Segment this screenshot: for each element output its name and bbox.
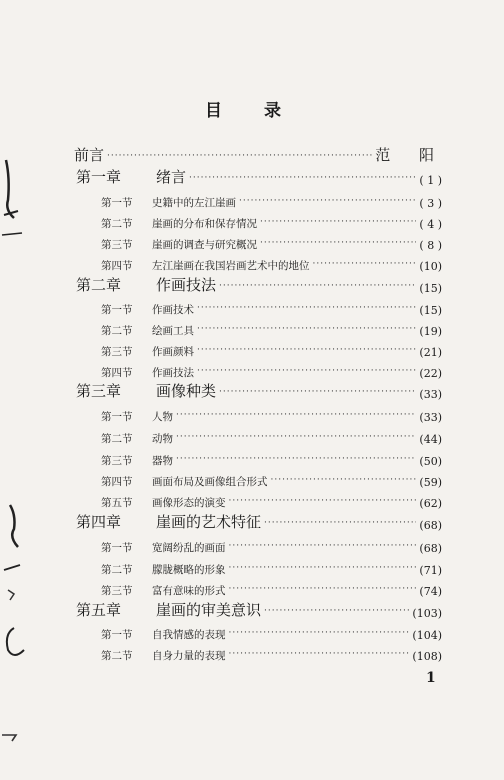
section-title: 人物 [152,411,173,423]
section-number: 第一节 [101,304,133,316]
toc-section[interactable] [0,339,504,359]
leader-dots [229,564,417,577]
section-title: 朦胧概略的形象 [152,564,226,576]
section-number: 第三节 [101,585,133,597]
toc-chapter-4[interactable] [0,512,504,532]
leader-dots [219,282,416,295]
leader-dots [239,197,416,210]
toc-title: 目 录 [205,101,299,121]
section-number: 第一节 [101,197,133,209]
section-page: (15) [419,304,442,317]
section-page: (68) [419,542,442,555]
section-title: 画像形态的演变 [152,497,226,509]
toc-section[interactable] [0,404,504,424]
section-title: 宽阔纷乱的画面 [152,542,226,554]
section-number: 第三节 [101,346,133,358]
toc-section[interactable] [0,318,504,338]
leader-dots [260,239,416,252]
leader-dots [229,497,417,510]
toc-section[interactable] [0,469,504,489]
section-page: (10) [419,260,442,273]
chapter-page: (15) [419,282,442,295]
section-title: 自身力量的表现 [152,650,226,662]
section-page: (33) [419,411,442,424]
section-title: 崖画的调查与研究概况 [152,239,257,251]
leader-dots [197,325,416,338]
section-title: 富有意味的形式 [152,585,226,597]
section-title: 器物 [152,455,173,467]
section-title: 绘画工具 [152,325,194,337]
leader-dots [271,476,417,489]
leader-dots [176,411,416,424]
toc-section[interactable] [0,211,504,231]
section-page: ( 3 ) [419,197,442,210]
section-page: (59) [419,476,442,489]
section-page: (21) [419,346,442,359]
section-number: 第三节 [101,239,133,251]
section-page: (44) [419,433,442,446]
toc-chapter-1[interactable] [0,167,504,187]
leader-dots [229,650,410,663]
section-number: 第四节 [101,260,133,272]
section-number: 第四节 [101,367,133,379]
leader-dots [229,629,410,642]
preface-author: 范 阳 [375,146,446,164]
leader-dots [107,152,372,165]
section-title: 史籍中的左江崖画 [152,197,236,209]
leader-dots [197,304,416,317]
chapter-page: ( 1 ) [419,174,442,187]
chapter-title: 作画技法 [156,276,217,294]
toc-section[interactable] [0,426,504,446]
chapter-title: 绪言 [156,168,187,186]
toc-section[interactable] [0,190,504,210]
leader-dots [229,585,417,598]
chapter-number: 第三章 [76,382,122,400]
section-number: 第三节 [101,455,133,467]
leader-dots [260,218,416,231]
section-page: (74) [419,585,442,598]
section-title: 作画颜料 [152,346,194,358]
toc-section[interactable] [0,622,504,642]
section-page: (62) [419,497,442,510]
leader-dots [219,388,416,401]
section-page: (108) [412,650,442,663]
section-title: 崖画的分布和保存情况 [152,218,257,230]
section-number: 第二节 [101,433,133,445]
leader-dots [176,455,416,468]
section-number: 第二节 [101,650,133,662]
section-page: (50) [419,455,442,468]
toc-section[interactable] [0,232,504,252]
chapter-title: 崖画的审美意识 [156,601,262,619]
section-page: (19) [419,325,442,338]
section-number: 第一节 [101,629,133,641]
page-number: 1 [426,670,436,686]
section-number: 第五节 [101,497,133,509]
leader-dots [264,607,409,620]
chapter-number: 第一章 [76,168,122,186]
section-title: 左江崖画在我国岩画艺术中的地位 [152,260,310,272]
section-title: 画面布局及画像组合形式 [152,476,268,488]
section-title: 作画技法 [152,367,194,379]
preface-label: 前言 [74,146,105,164]
section-number: 第四节 [101,476,133,488]
section-title: 动物 [152,433,173,445]
chapter-page: (33) [419,388,442,401]
section-number: 第二节 [101,564,133,576]
section-page: ( 8 ) [419,239,442,252]
toc-preface[interactable] [0,145,504,165]
toc-section[interactable] [0,490,504,510]
section-number: 第一节 [101,411,133,423]
section-title: 作画技术 [152,304,194,316]
toc-section[interactable] [0,448,504,468]
chapter-title: 崖画的艺术特征 [156,513,262,531]
chapter-title: 画像种类 [156,382,217,400]
leader-dots [264,519,416,532]
toc-section[interactable] [0,557,504,577]
section-page: ( 4 ) [419,218,442,231]
toc-chapter-3[interactable] [0,381,504,401]
toc-section[interactable] [0,578,504,598]
toc-section[interactable] [0,643,504,663]
leader-dots [197,367,416,380]
leader-dots [189,174,416,187]
section-page: (22) [419,367,442,380]
toc-chapter-2[interactable] [0,275,504,295]
leader-dots [313,260,417,273]
leader-dots [176,433,416,446]
chapter-page: (68) [419,519,442,532]
section-number: 第二节 [101,325,133,337]
toc-section[interactable] [0,297,504,317]
chapter-number: 第四章 [76,513,122,531]
toc-section[interactable] [0,253,504,273]
chapter-page: (103) [412,607,442,620]
chapter-number: 第五章 [76,601,122,619]
toc-chapter-5[interactable] [0,600,504,620]
section-page: (104) [412,629,442,642]
section-number: 第二节 [101,218,133,230]
section-title: 自我情感的表现 [152,629,226,641]
toc-section[interactable] [0,360,504,380]
section-page: (71) [419,564,442,577]
toc-section[interactable] [0,535,504,555]
leader-dots [229,542,417,555]
leader-dots [197,346,416,359]
chapter-number: 第二章 [76,276,122,294]
section-number: 第一节 [101,542,133,554]
